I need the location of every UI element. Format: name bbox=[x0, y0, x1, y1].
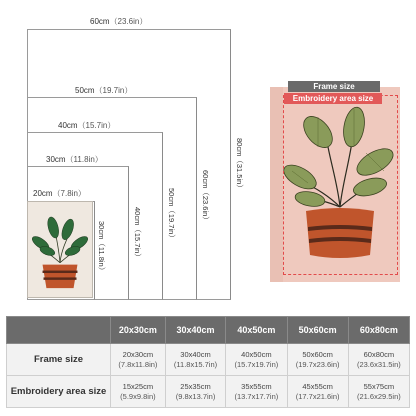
small-plant-artwork bbox=[27, 201, 93, 298]
table-cell: 30x40cm (11.8x15.7in) bbox=[165, 344, 225, 376]
table-header-row bbox=[7, 317, 410, 344]
plant-pot-image bbox=[28, 202, 92, 297]
table-cell: 40x50cm (15.7x19.7in) bbox=[226, 344, 287, 376]
col-header-50x60: 50x60cm bbox=[287, 317, 348, 344]
width-label-30: 30cm（11.8in） bbox=[46, 155, 103, 164]
table-row bbox=[7, 376, 410, 408]
table-cell: 25x35cm (9.8x13.7in) bbox=[165, 376, 225, 408]
height-label-60: 60cm（23.6in） bbox=[201, 170, 210, 224]
embroidery-preview bbox=[270, 87, 400, 282]
row-label-frame-size: Frame size bbox=[7, 344, 111, 376]
width-label-50: 50cm（19.7in） bbox=[75, 86, 133, 95]
table-cell: 45x55cm (17.7x21.6in) bbox=[287, 376, 348, 408]
table-cell: 35x55cm (13.7x17.7in) bbox=[226, 376, 287, 408]
height-label-80: 80cm（31.5in） bbox=[235, 138, 244, 192]
table-cell: 55x75cm (21.6x29.5in) bbox=[348, 376, 409, 408]
col-header-20x30: 20x30cm bbox=[111, 317, 166, 344]
width-label-20: 20cm（7.8in） bbox=[33, 189, 86, 198]
size-table bbox=[6, 316, 410, 408]
height-label-40: 40cm（15.7in） bbox=[133, 207, 142, 261]
height-label-50: 50cm（19.7in） bbox=[167, 188, 176, 242]
col-header-60x80: 60x80cm bbox=[348, 317, 409, 344]
height-label-30: 30cm（11.8in） bbox=[97, 221, 106, 275]
table-cell: 60x80cm (23.6x31.5in) bbox=[348, 344, 409, 376]
row-label-embroidery-area: Embroidery area size bbox=[7, 376, 111, 408]
plant-pot-preview-image bbox=[270, 87, 400, 282]
table-cell: 20x30cm (7.8x11.8in) bbox=[111, 344, 166, 376]
embroidery-area-badge: Embroidery area size bbox=[284, 93, 382, 104]
frame-size-badge: Frame size bbox=[288, 81, 380, 92]
table-row bbox=[7, 344, 410, 376]
table-corner bbox=[7, 317, 111, 344]
col-header-40x50: 40x50cm bbox=[226, 317, 287, 344]
width-label-60: 60cm（23.6in） bbox=[90, 17, 148, 26]
table-cell: 15x25cm (5.9x9.8in) bbox=[111, 376, 166, 408]
table-cell: 50x60cm (19.7x23.6in) bbox=[287, 344, 348, 376]
width-label-40: 40cm（15.7in） bbox=[58, 121, 116, 130]
col-header-30x40: 30x40cm bbox=[165, 317, 225, 344]
